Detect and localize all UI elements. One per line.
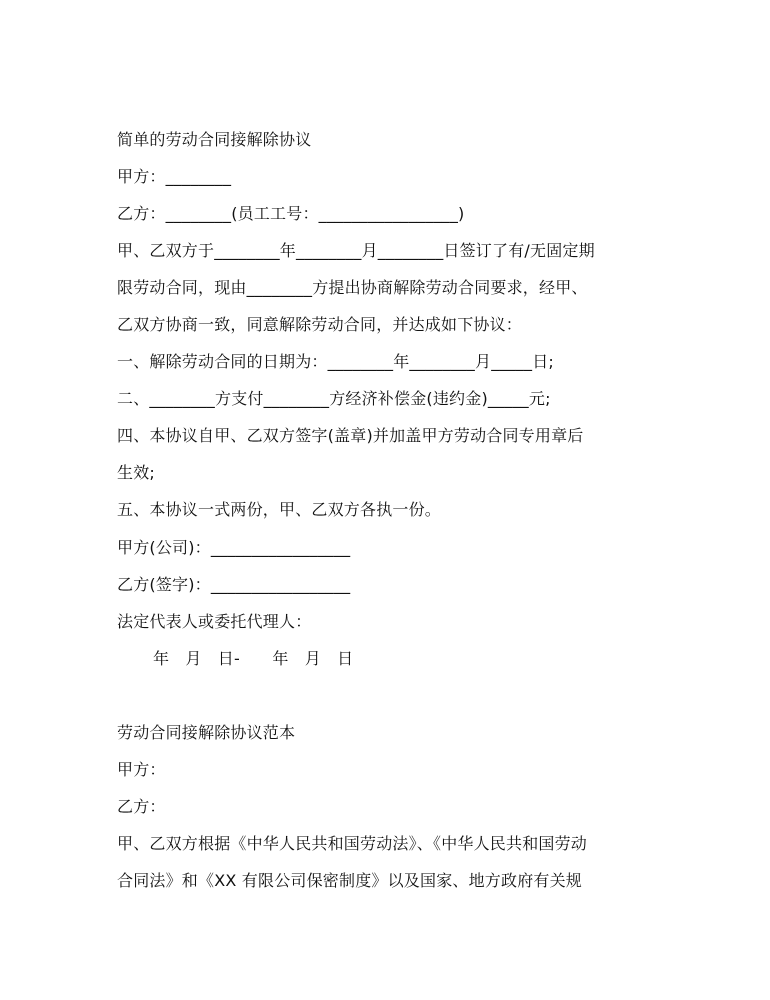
section2-paragraph-line1: 甲、乙双方根据《中华人民共和国劳动法》、《中华人民共和国劳动 (117, 834, 588, 853)
clause-1: 一、解除劳动合同的日期为：________年________月_____日; (117, 352, 554, 371)
section2-paragraph-line2: 合同法》和《XX 有限公司保密制度》以及国家、地方政府有关规 (117, 871, 583, 890)
paragraph1-line3: 乙双方协商一致，同意解除劳动合同，并达成如下协议： (117, 315, 523, 334)
party-a-line: 甲方：________ (117, 167, 232, 186)
section2-title: 劳动合同接解除协议范本 (117, 723, 296, 742)
signature-party-b: 乙方(签字)：_________________ (117, 575, 351, 594)
clause-4-line2: 生效; (117, 463, 155, 482)
clause-5: 五、本协议一式两份，甲、乙双方各执一份。 (117, 500, 442, 519)
section2-party-a: 甲方： (117, 760, 166, 779)
section1-title: 简单的劳动合同接解除协议 (117, 130, 312, 149)
paragraph1-line1: 甲、乙双方于________年________月________日签订了有/无固定期 (117, 241, 595, 260)
legal-representative-label: 法定代表人或委托代理人： (117, 612, 312, 631)
party-b-line: 乙方：________(员工工号：_________________) (117, 204, 465, 223)
clause-4-line1: 四、本协议自甲、乙双方签字(盖章)并加盖甲方劳动合同专用章后 (117, 426, 584, 445)
clause-2: 二、________方支付________方经济补偿金(违约金)_____元; (117, 389, 551, 408)
signature-party-a: 甲方(公司)：_________________ (117, 538, 351, 557)
date-line: 年 月 日- 年 月 日 (153, 649, 354, 668)
paragraph1-line2: 限劳动合同，现由________方提出协商解除劳动合同要求，经甲、 (117, 278, 588, 297)
section2-party-b: 乙方： (117, 797, 166, 816)
